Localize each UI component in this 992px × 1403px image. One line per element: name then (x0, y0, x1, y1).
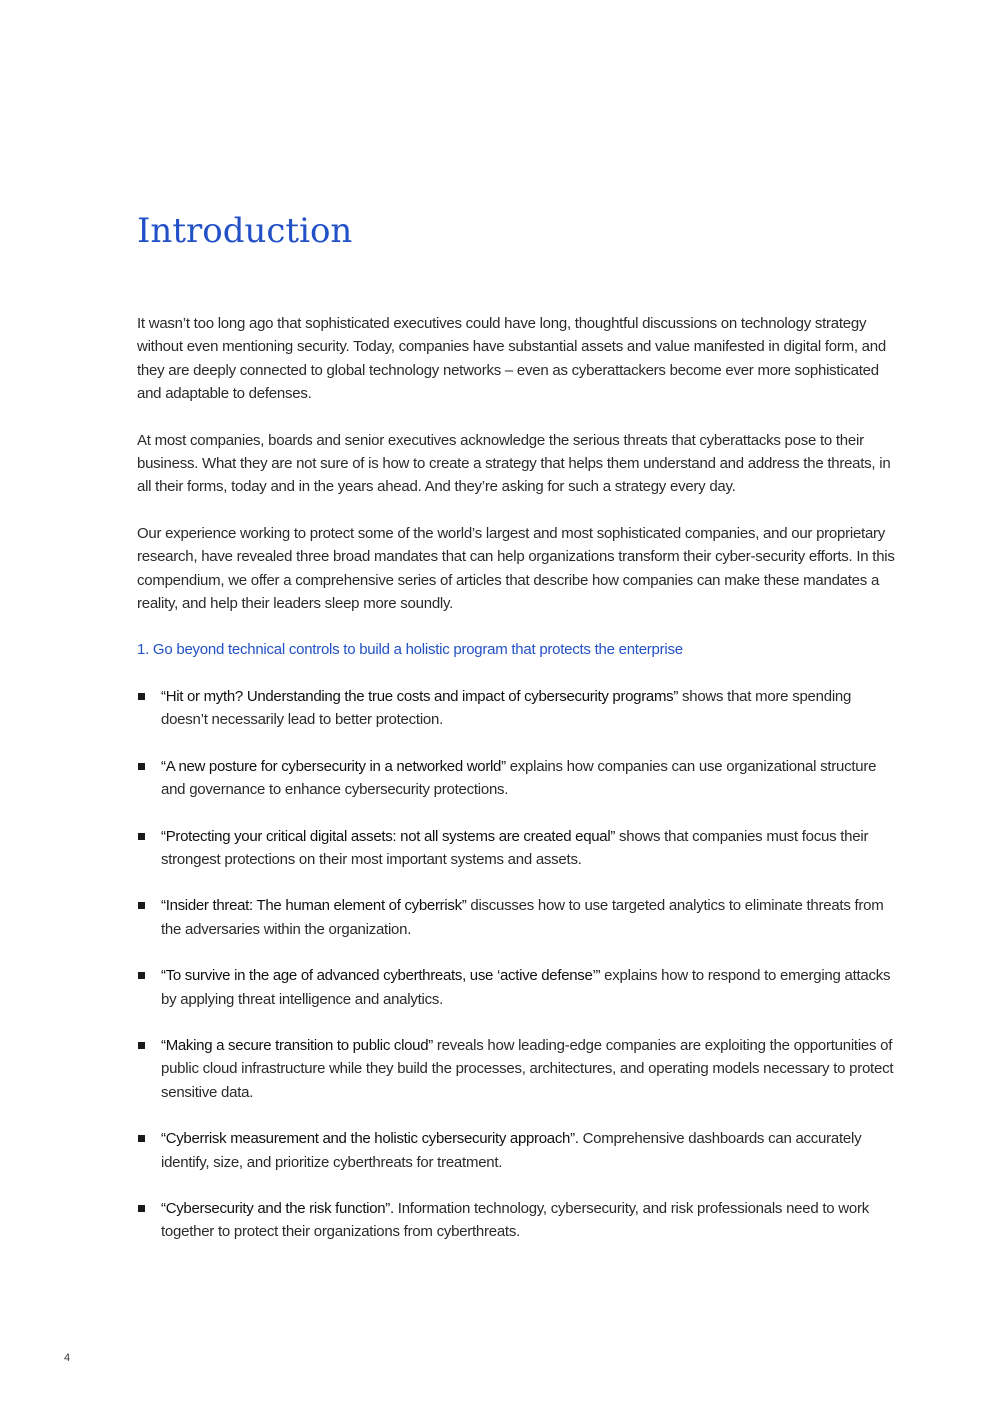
square-bullet-icon (138, 972, 145, 979)
article-description: reveals how leading-edge companies are exploiting the opportunities of public cloud infrastructure while they build the processes, architectures, and operating models necessary to protect sensitive data. (161, 1036, 894, 1101)
list-item (137, 1197, 897, 1244)
article-title: “Insider threat: The human element of cyberrisk” (161, 897, 467, 915)
square-bullet-icon (138, 1042, 145, 1049)
square-bullet-icon (138, 833, 145, 840)
page-number: 4 (64, 1352, 71, 1364)
list-item (137, 755, 897, 802)
article-title: “Cyberrisk measurement and the holistic cybersecurity approach”. (161, 1130, 579, 1148)
article-description: discusses how to use targeted analytics to eliminate threats from the adversaries within the organization. (161, 897, 884, 938)
list-item (137, 825, 897, 872)
section-heading-1: 1. Go beyond technical controls to build a holistic program that protects the enterprise (137, 641, 683, 659)
intro-paragraph-1: It wasn’t too long ago that sophisticated executives could have long, thoughtful discussions on technology strategy without even mentioning security. Today, companies have substantial assets and value manifested in digital form, and they are deeply connected to global technology networks – even as cyberattackers become ever more sophisticated and adaptable to defenses. (137, 315, 886, 403)
list-item (137, 964, 897, 1011)
intro-paragraph-3: Our experience working to protect some of the world’s largest and most sophisticated companies, and our proprietary research, have revealed three broad mandates that can help organizations transform their cyber-security efforts. In this compendium, we offer a comprehensive series of articles that describe how companies can make these mandates a reality, and help their leaders sleep more soundly. (137, 524, 895, 613)
list-item (137, 1034, 897, 1104)
article-description: explains how companies can use organizational structure and governance to enhance cybersecurity protections. (161, 757, 877, 799)
square-bullet-icon (138, 1205, 145, 1212)
article-title: “Making a secure transition to public cloud” (161, 1036, 433, 1054)
article-title: “A new posture for cybersecurity in a networked world” (161, 757, 506, 775)
square-bullet-icon (138, 763, 145, 770)
article-description: Information technology, cybersecurity, and risk professionals need to work together to protect their organizations from cyberthreats. (161, 1199, 869, 1241)
article-description: explains how to respond to emerging attacks by applying threat intelligence and analytics. (161, 967, 891, 1008)
list-item (137, 685, 897, 732)
article-description: Comprehensive dashboards can accurately identify, size, and prioritize cyberthreats for treatment. (161, 1130, 862, 1171)
square-bullet-icon (138, 693, 145, 700)
article-title: “Cybersecurity and the risk function”. (161, 1199, 394, 1217)
article-list (137, 685, 897, 1244)
article-title: “To survive in the age of advanced cyberthreats, use ‘active defense’” (161, 967, 601, 985)
article-description: shows that companies must focus their strongest protections on their most important systems and assets. (161, 827, 869, 868)
content-body (137, 312, 897, 1267)
article-title: “Hit or myth? Understanding the true costs and impact of cybersecurity programs” (161, 687, 679, 705)
list-item (137, 894, 897, 941)
list-item (137, 1127, 897, 1174)
square-bullet-icon (138, 902, 145, 909)
square-bullet-icon (138, 1135, 145, 1142)
article-title: “Protecting your critical digital assets: not all systems are created equal” (161, 827, 616, 845)
page-title: Introduction (137, 211, 353, 251)
intro-paragraph-2: At most companies, boards and senior executives acknowledge the serious threats that cyberattacks pose to their business. What they are not sure of is how to create a strategy that helps them understand and address the threats, in all their forms, today and in the years ahead. And they’re asking for such a strategy every day. (137, 431, 891, 496)
article-description: shows that more spending doesn’t necessarily lead to better protection. (161, 687, 852, 729)
